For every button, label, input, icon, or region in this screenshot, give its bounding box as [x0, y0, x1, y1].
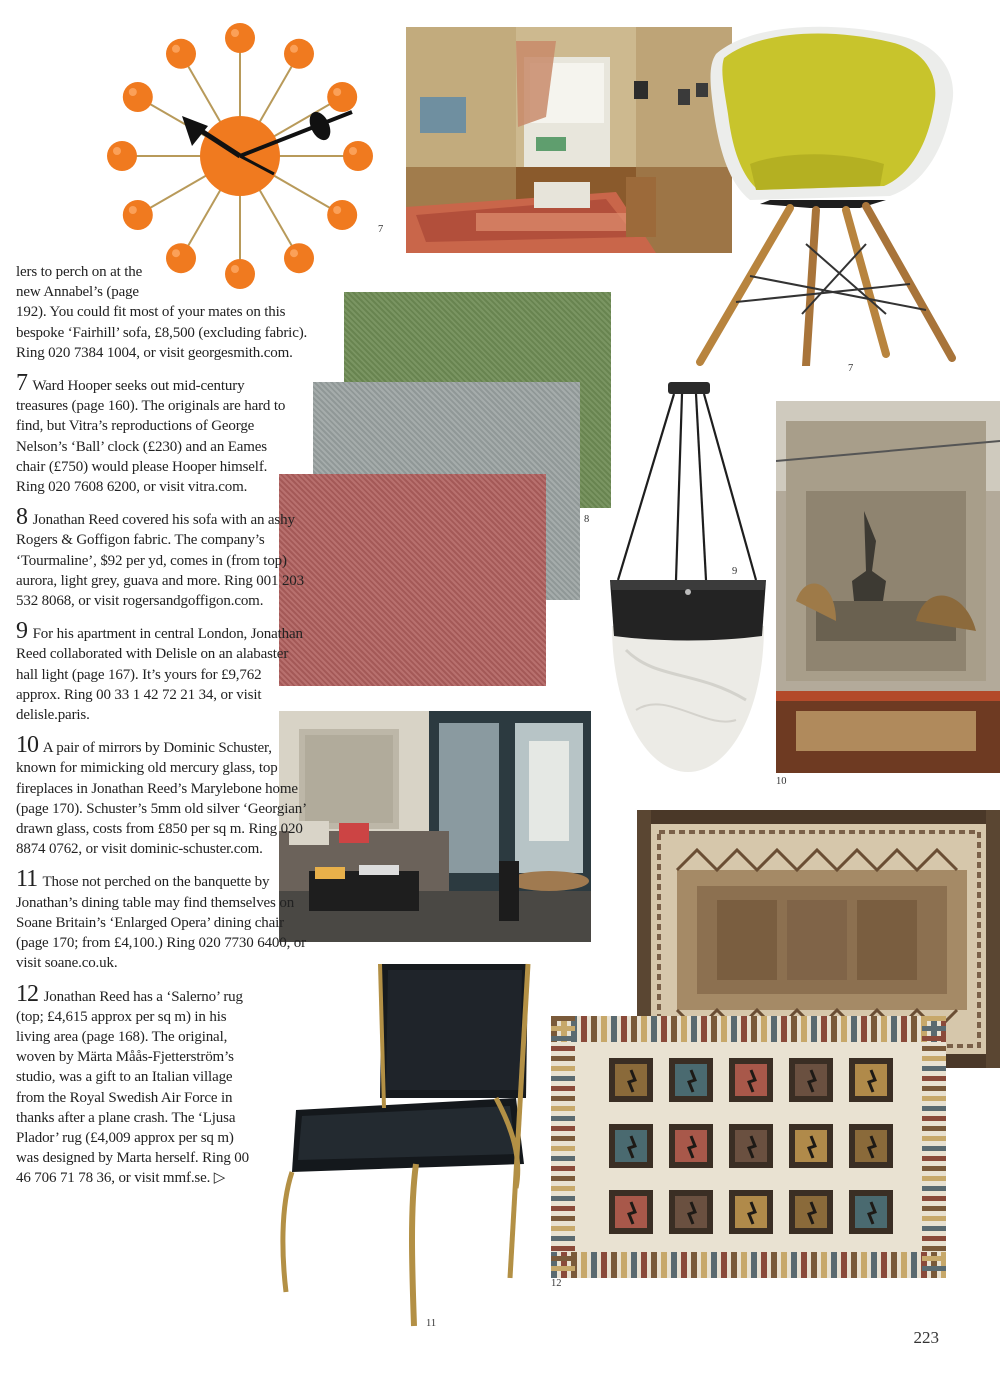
figure-label-fabric: 8 — [584, 514, 590, 525]
ljusa-plador-rug-image — [551, 1016, 946, 1278]
clock-ball — [123, 200, 153, 230]
figure-label-light: 9 — [732, 566, 738, 577]
paragraph-text: Ward Hooper seeks out mid-century treasures (page 160). The originals are hard to find, but Vitra’s reproductions of George Nelson’s ‘Ball’ clock (£230) and an Eames chair (£750) would please Hooper himself. Ring 020 7608 6200, or visit vitra.com. — [16, 378, 286, 496]
paragraph-intro — [16, 262, 308, 363]
item-number: 9 — [16, 618, 27, 645]
paragraph-10 — [16, 732, 308, 859]
figure-label-chair: 7 — [848, 363, 854, 374]
clock-ball — [327, 82, 357, 112]
mercury-mirror-photo — [776, 401, 1000, 773]
item-number: 7 — [16, 370, 27, 397]
paragraph-text: Those not perched on the banquette by Jonathan’s dining table may find themselves on Soane Britain’s ‘Enlarged Opera’ dining chair (page 170; from £4,100.) Ring 020 7730 6400, or visit soane.co.uk. — [16, 874, 306, 972]
item-number: 10 — [16, 732, 38, 759]
text-flow — [16, 262, 308, 1206]
clock-ball — [343, 141, 373, 171]
page-number: 223 — [913, 1328, 939, 1347]
ball-clock-image — [90, 8, 400, 303]
fabric-swatch-guava — [279, 474, 546, 686]
clock-ball — [107, 141, 137, 171]
item-number: 12 — [16, 980, 38, 1007]
paragraph-text: A pair of mirrors by Dominic Schuster, known for mimicking old mercury glass, top fireplaces in Jonathan Reed’s Marylebone home (page 170). Schuster’s 5mm old silver ‘Georgian’ drawn glass, costs from £850 per sq m. Ring 020 8874 0762, or visit dominic-schuster.com. — [16, 740, 306, 858]
item-number: 8 — [16, 504, 27, 531]
clock-ball — [123, 82, 153, 112]
alabaster-hall-light-image — [606, 380, 771, 776]
eames-chair-image — [690, 14, 960, 366]
figure-label-dining-chair: 11 — [426, 1318, 437, 1329]
paragraph-8 — [16, 504, 308, 611]
opera-dining-chair-image — [276, 958, 532, 1330]
figure-label-mirror: 10 — [776, 776, 787, 787]
clock-ball — [166, 39, 196, 69]
clock-ball — [225, 23, 255, 53]
paragraph-7 — [16, 370, 296, 497]
paragraph-text: Jonathan Reed covered his sofa with an ashy Rogers & Goffigon fabric. The company’s ‘Tourmaline’, $92 per yd, comes in (from top) aurora, light grey, guava and more. Ring 001 203 532 8068, or visit rogersandgoffigon.com. — [16, 512, 305, 610]
figure-label-clock: 7 — [378, 224, 384, 235]
paragraph-12 — [16, 980, 308, 1189]
clock-ball — [284, 39, 314, 69]
paragraph-text: Jonathan Reed has a ‘Salerno’ rug (top; £4,615 approx per sq m) in his living area (page 168). The original, woven by Märta Måås-Fjetterström’s studio, was a gift to an Italian village from the Royal Swedish Air Force in thanks after a plane crash. The ‘Ljusa Plador’ rug (£4,009 approx per sq m) was designed by Marta herself. Ring 00 46 706 71 78 36, or visit mmf.se. ▷ — [16, 988, 249, 1187]
paragraph-text: For his apartment in central London, Jonathan Reed collaborated with Delisle on an alabaster hall light (page 167). It’s yours for £9,762 approx. Ring 00 33 1 42 72 21 34, or visit delisle.paris. — [16, 626, 303, 724]
paragraph-11 — [16, 866, 308, 973]
bedroom-photo — [406, 27, 732, 253]
figure-label-rugs: 12 — [551, 1278, 562, 1289]
paragraph-9 — [16, 618, 308, 725]
living-room-photo — [279, 711, 591, 942]
paragraph-text: lers to perch on at the new Annabel’s (page 192). You could fit most of your mates on this bespoke ‘Fairhill’ sofa, £8,500 (excluding fabric). Ring 020 7384 1004, or visit georgesmith.com. — [16, 264, 308, 361]
item-number: 11 — [16, 866, 38, 893]
clock-ball — [327, 200, 357, 230]
